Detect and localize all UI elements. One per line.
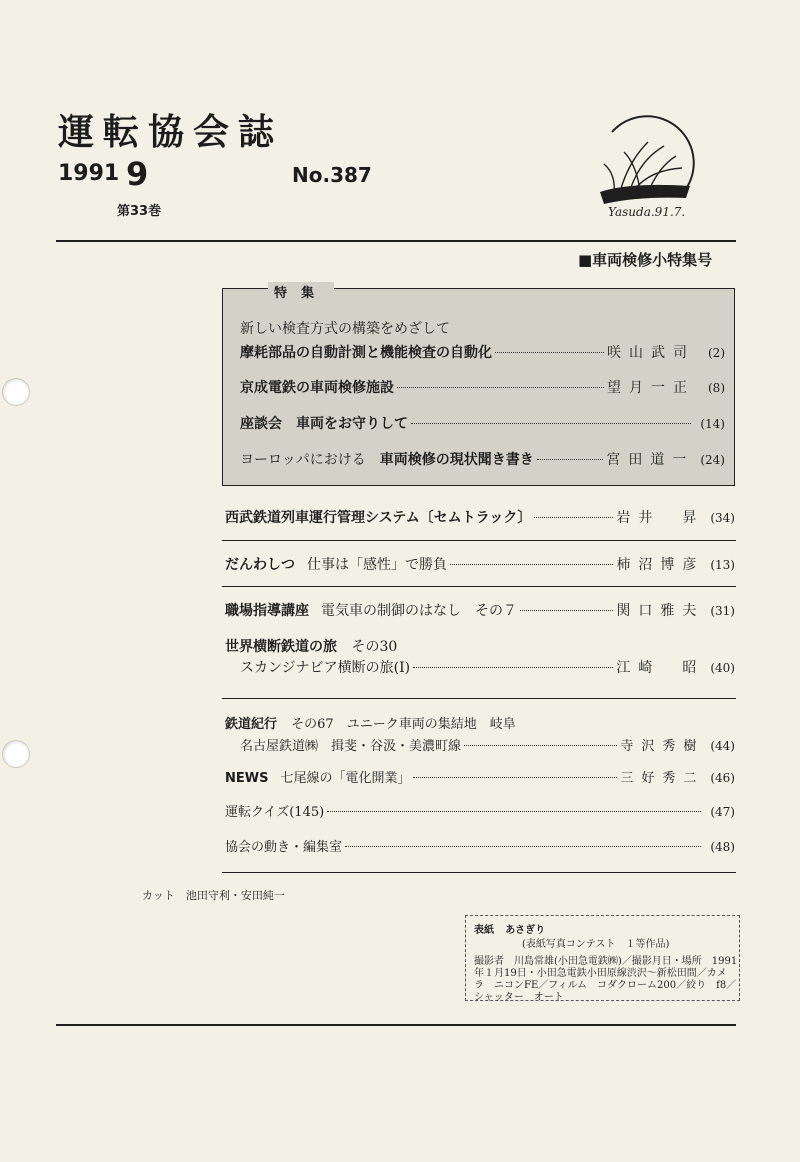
issue-month: 9 <box>126 155 149 193</box>
feature-1-subtitle: 新しい検査方式の構築をめざして <box>240 321 450 337</box>
article-4-series-number: その30 <box>351 639 398 655</box>
artist-signature: Yasuda.91.7. <box>608 205 686 219</box>
leader-dots <box>411 423 691 424</box>
cover-line-3: ラ ニコンFE／フィルム コダクローム200／絞り f8／ <box>474 980 737 991</box>
cover-line-1: 撮影者 川島常雄(小田急電鉄㈱)／撮影月日・場所 1991 <box>474 956 738 967</box>
cover-line-4: シャッター オート <box>474 992 564 1003</box>
feature-2-row <box>240 377 725 397</box>
feature-3-row <box>240 413 725 433</box>
article-1-author: 岩井 昇 <box>616 510 705 526</box>
article-1-page: (34) <box>710 511 735 525</box>
feature-2-title: 京成電鉄の車両検修施設 <box>240 380 394 396</box>
article-8-title: 協会の動き・編集室 <box>225 840 343 855</box>
article-8-row <box>225 836 735 855</box>
issue-year: 1991 <box>58 161 120 186</box>
article-5-series: 鉄道紀行 <box>225 717 278 732</box>
feature-3-page: (14) <box>700 417 725 431</box>
cover-heading <box>474 921 545 936</box>
feature-4-author: 宮田道一 <box>606 452 695 468</box>
issue-number: No.387 <box>292 163 372 187</box>
leader-dots <box>345 846 701 847</box>
feature-1-page: (2) <box>708 346 725 360</box>
article-4-row <box>240 657 735 677</box>
leader-dots <box>413 667 613 668</box>
article-5-author: 寺沢秀樹 <box>620 739 705 754</box>
article-7-title: 運転クイズ(145) <box>225 805 325 820</box>
cover-line-2: 年１月19日・小田急電鉄小田原線渋沢～新松田間／カメ <box>474 968 727 979</box>
leader-dots <box>520 610 613 611</box>
illustration-credits: カット 池田守利・安田純一 <box>142 889 285 902</box>
leader-dots <box>450 564 613 565</box>
cover-label: 表紙 <box>474 925 494 936</box>
article-3-page: (31) <box>710 604 735 618</box>
article-5-series-number: その67 ユニーク車両の集結地 岐阜 <box>291 717 516 732</box>
feature-2-author: 望月一正 <box>607 380 695 396</box>
divider <box>222 698 736 699</box>
article-2-series: だんわしつ <box>225 557 295 573</box>
leader-dots <box>397 387 604 388</box>
article-4-series: 世界横断鉄道の旅 <box>225 639 337 655</box>
article-5-title: 名古屋鉄道㈱ 揖斐・谷汲・美濃町線 <box>240 739 462 754</box>
article-4-heading <box>225 636 397 656</box>
leader-dots <box>537 459 604 460</box>
binder-hole-top <box>2 378 30 406</box>
leader-dots <box>327 811 701 812</box>
article-8-page: (48) <box>710 840 735 854</box>
article-6-author: 三好秀二 <box>620 771 705 786</box>
article-5-row <box>240 735 735 754</box>
article-6-series: NEWS <box>225 771 269 786</box>
volume-number: 第33巻 <box>117 204 162 219</box>
article-3-row <box>225 600 735 620</box>
feature-4-page: (24) <box>700 453 725 467</box>
divider <box>222 872 736 873</box>
divider <box>222 586 736 587</box>
feature-1-row <box>240 342 725 362</box>
article-6-row <box>225 767 735 786</box>
cover-contest: (表紙写真コンテスト １等作品) <box>522 939 670 950</box>
footer-rule <box>56 1024 736 1026</box>
article-3-author: 関口雅夫 <box>616 603 705 619</box>
article-6-page: (46) <box>710 771 735 785</box>
masthead-rule <box>56 240 736 242</box>
binder-hole-bottom <box>2 740 30 768</box>
feature-1-title: 摩耗部品の自動計測と機能検査の自動化 <box>240 345 492 361</box>
special-issue-label: ■車両検修小特集号 <box>578 251 713 269</box>
article-4-page: (40) <box>710 661 735 675</box>
divider <box>222 540 736 541</box>
article-2-row <box>225 554 735 574</box>
feature-4-prefix: ヨーロッパにおける <box>240 452 366 468</box>
article-6-title: 七尾線の「電化開業」 <box>280 771 411 786</box>
article-4-title: スカンジナビア横断の旅(Ⅰ) <box>240 660 411 676</box>
article-3-title: 電気車の制御のはなし その７ <box>321 603 517 619</box>
feature-4-row <box>240 449 725 469</box>
feature-1-author: 咲山武司 <box>607 345 695 361</box>
article-1-title: 西武鉄道列車運行管理システム〔セムトラック〕 <box>225 510 532 526</box>
leader-dots <box>495 352 604 353</box>
magazine-title: 運転協会誌 <box>58 112 284 153</box>
cover-title: あさぎり <box>505 925 546 936</box>
article-2-title: 仕事は「感性」で勝負 <box>307 557 447 573</box>
article-7-page: (47) <box>710 805 735 819</box>
feature-4-title: 車両検修の現状聞き書き <box>379 452 534 468</box>
leader-dots <box>534 517 613 518</box>
article-1-row <box>225 507 735 527</box>
leader-dots <box>464 745 617 746</box>
article-2-page: (13) <box>710 558 735 572</box>
feature-heading: 特集 <box>268 282 334 301</box>
leader-dots <box>413 777 617 778</box>
feature-2-page: (8) <box>708 381 725 395</box>
article-4-author: 江崎 昭 <box>616 660 705 676</box>
moon-grass-illustration <box>590 112 700 222</box>
article-5-heading <box>225 713 516 732</box>
article-3-series: 職場指導講座 <box>225 603 309 619</box>
article-5-page: (44) <box>710 739 735 753</box>
article-2-author: 柿沼博彦 <box>616 557 705 573</box>
article-7-row <box>225 801 735 820</box>
feature-3-title: 座談会 車両をお守りして <box>240 416 408 432</box>
